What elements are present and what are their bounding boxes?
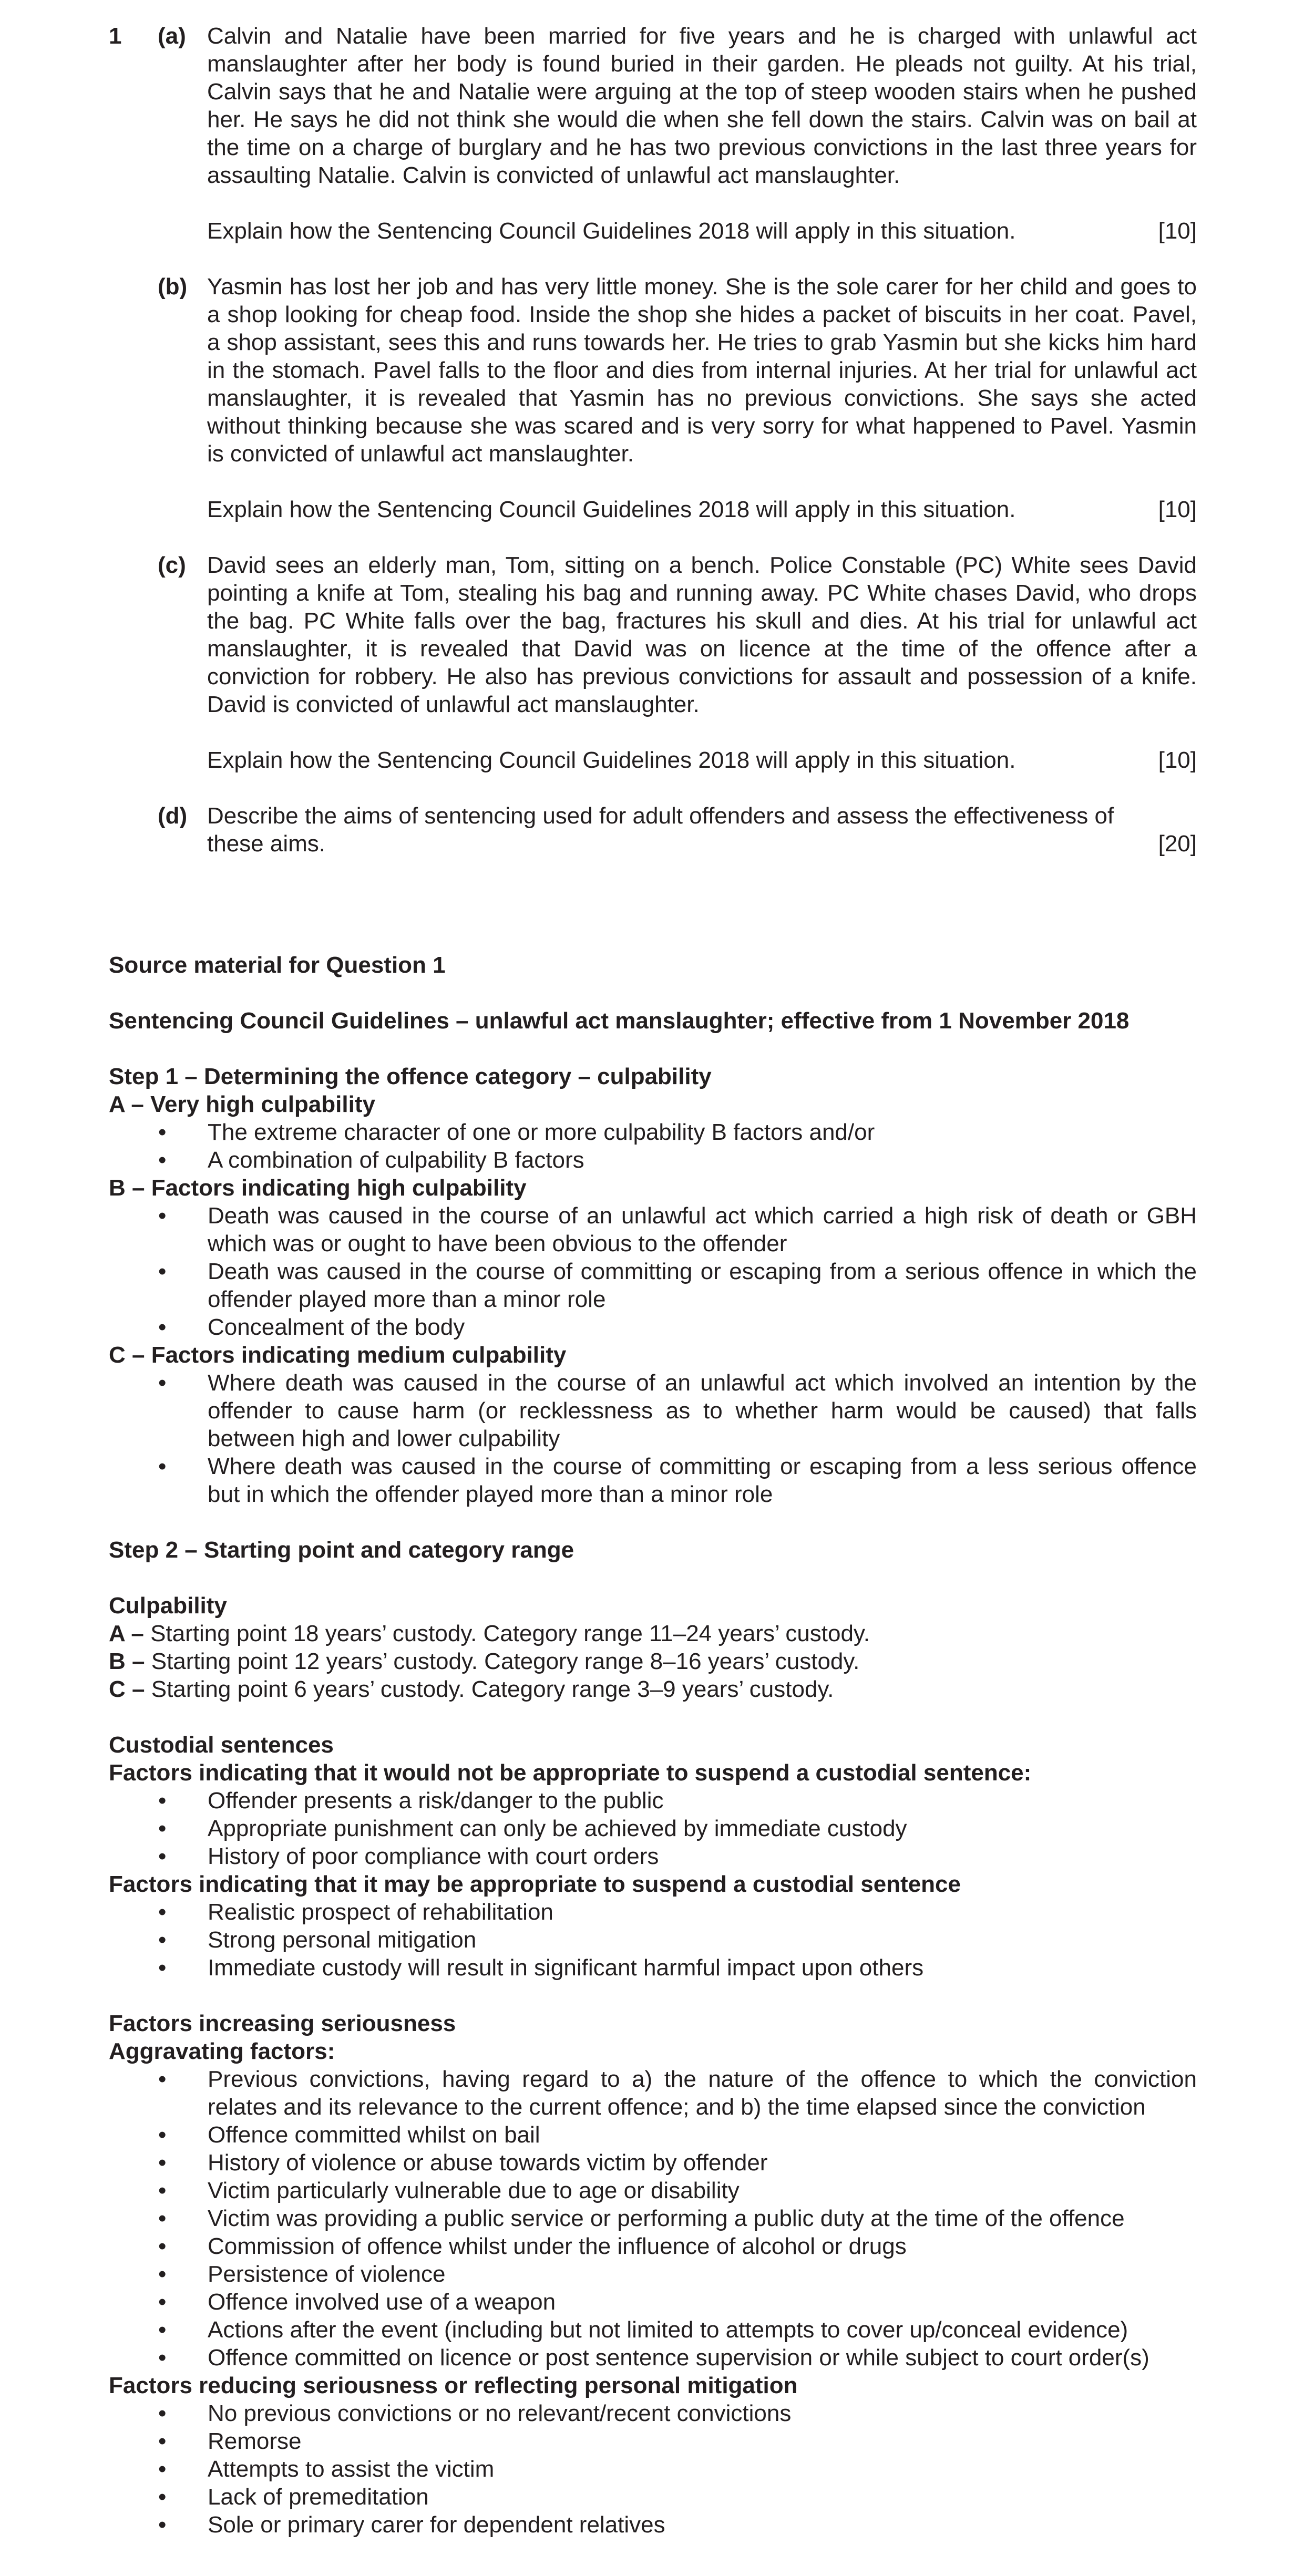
part-label: (c) <box>158 552 186 578</box>
list-item-text: Persistence of violence <box>208 2261 446 2287</box>
list-item <box>109 1815 1197 1842</box>
bullet-icon: • <box>158 1899 167 1925</box>
instruction-text: Explain how the Sentencing Council Guidelines 2018 will apply in this situation. <box>207 218 1016 244</box>
bullet-icon: • <box>158 2456 167 2482</box>
instruction-row <box>207 217 1197 245</box>
list-item <box>109 2344 1197 2372</box>
instruction-text: Explain how the Sentencing Council Guidelines 2018 will apply in this situation. <box>207 497 1016 522</box>
bullet-icon: • <box>158 2066 167 2092</box>
list-item <box>109 1954 1197 1982</box>
range-b <box>109 1647 1197 1675</box>
part-label: (a) <box>158 23 186 49</box>
list-item-text: Offence involved use of a weapon <box>208 2289 556 2315</box>
list-item-text: Offence committed whilst on bail <box>208 2122 540 2148</box>
list-item <box>109 2121 1197 2149</box>
list-item <box>109 1452 1197 1508</box>
bullet-icon: • <box>158 1454 167 1479</box>
instruction-row <box>207 746 1197 774</box>
bullet-icon: • <box>158 1259 167 1284</box>
question-number: 1 <box>109 23 122 49</box>
bullet-icon: • <box>158 1203 167 1229</box>
aggravating-title: Aggravating factors: <box>109 2038 335 2064</box>
bullet-icon: • <box>158 1370 167 1396</box>
list-item <box>109 1842 1197 1870</box>
marks: [10] <box>1158 218 1197 244</box>
step-1-title: Step 1 – Determining the offence category – culpability <box>109 1064 712 1089</box>
part-label: (b) <box>158 274 188 300</box>
list-item <box>109 1258 1197 1313</box>
list-item-text: Actions after the event (including but not limited to attempts to cover up/conceal evidence) <box>208 2317 1128 2343</box>
range-label: B – <box>109 1648 145 1674</box>
custodial-title: Custodial sentences <box>109 1732 334 1758</box>
bullet-icon: • <box>158 2206 167 2231</box>
list-item-text: Where death was caused in the course of committing or escaping from a less serious offence but in which the offender played more than a minor role <box>208 1454 1197 1507</box>
bullet-list <box>109 1369 1197 1508</box>
source-heading: Source material for Question 1 <box>109 952 446 978</box>
list-item-text: Where death was caused in the course of an unlawful act which involved an intention by the offender to cause harm (or recklessness as to whether harm would be caused) that falls between high and lower culpability <box>208 1370 1197 1451</box>
list-item-text: No previous convictions or no relevant/recent convictions <box>208 2400 792 2426</box>
question-1 <box>109 22 1197 885</box>
bullet-list <box>109 2399 1197 2539</box>
range-label: C – <box>109 1676 145 1702</box>
step-2-title: Step 2 – Starting point and category range <box>109 1537 574 1563</box>
list-item-text: Death was caused in the course of an unlawful act which carried a high risk of death or GBH which was or ought to have been obvious to the offender <box>208 1203 1197 1256</box>
bullet-icon: • <box>158 1314 167 1340</box>
list-item <box>109 1146 1197 1174</box>
bullet-icon: • <box>158 2150 167 2176</box>
part-label: (d) <box>158 803 188 829</box>
list-item-text: History of violence or abuse towards victim by offender <box>208 2150 768 2176</box>
bullet-icon: • <box>158 2261 167 2287</box>
question-text-line-1: Describe the aims of sentencing used for adult offenders and assess the effectiveness of <box>207 803 1114 829</box>
list-item <box>109 1898 1197 1926</box>
list-item <box>109 2204 1197 2232</box>
bullet-icon: • <box>158 1955 167 1981</box>
bullet-icon: • <box>158 2428 167 2454</box>
list-item-text: Lack of premeditation <box>208 2484 429 2510</box>
culpability-a-title: A – Very high culpability <box>109 1091 375 1117</box>
range-text: Starting point 6 years’ custody. Category range 3–9 years’ custody. <box>151 1676 834 1702</box>
list-item-text: Offence committed on licence or post sentence supervision or while subject to court order(s) <box>208 2345 1149 2371</box>
list-item-text: Strong personal mitigation <box>208 1927 477 1953</box>
bullet-icon: • <box>158 2289 167 2315</box>
list-item <box>109 1369 1197 1452</box>
list-item-text: Concealment of the body <box>208 1314 465 1340</box>
range-text: Starting point 12 years’ custody. Category range 8–16 years’ custody. <box>151 1648 860 1674</box>
list-item-text: Immediate custody will result in significant harmful impact upon others <box>208 1955 924 1981</box>
question-text-last-line <box>207 830 1197 858</box>
question-part-b <box>158 273 1197 523</box>
list-item-text: Previous convictions, having regard to a) the nature of the offence to which the conviction relates and its relevance to the current offence; and b) the time elapsed since the conviction <box>208 2066 1197 2120</box>
bullet-icon: • <box>158 2512 167 2538</box>
source-material <box>109 951 1197 2539</box>
bullet-list <box>109 1202 1197 1341</box>
list-item-text: Victim was providing a public service or performing a public duty at the time of the offence <box>208 2206 1125 2231</box>
bullet-icon: • <box>158 1788 167 1813</box>
source-subheading: Sentencing Council Guidelines – unlawful act manslaughter; effective from 1 November 2018 <box>109 1008 1130 1034</box>
list-item <box>109 1202 1197 1258</box>
bullet-icon: • <box>158 2484 167 2510</box>
bullet-icon: • <box>158 1119 167 1145</box>
list-item <box>109 1118 1197 1146</box>
bullet-list <box>109 2065 1197 2372</box>
not-suspend-title: Factors indicating that it would not be appropriate to suspend a custodial sentence: <box>109 1760 1032 1786</box>
instruction-text: Explain how the Sentencing Council Guidelines 2018 will apply in this situation. <box>207 747 1016 773</box>
bullet-list <box>109 1787 1197 1870</box>
list-item-text: Commission of offence whilst under the influence of alcohol or drugs <box>208 2233 907 2259</box>
culpability-title: Culpability <box>109 1593 227 1619</box>
list-item <box>109 2288 1197 2316</box>
scenario-text: Calvin and Natalie have been married for five years and he is charged with unlawful act manslaughter after her body is found buried in their garden. He pleads not guilty. At his trial, Calvin says that he and Natalie were arguing at the top of steep wooden stairs when he pushed her. He says he did not think she would die when she fell down the stairs. Calvin was on bail at the time on a charge of burglary and he has two previous convictions in the last three years for assaulting Natalie. Calvin is convicted of unlawful act manslaughter. <box>207 23 1197 188</box>
list-item <box>109 2455 1197 2483</box>
bullet-icon: • <box>158 1816 167 1841</box>
list-item-text: History of poor compliance with court orders <box>208 1843 659 1869</box>
bullet-icon: • <box>158 1843 167 1869</box>
marks: [10] <box>1158 497 1197 522</box>
bullet-icon: • <box>158 2345 167 2371</box>
scenario-text: David sees an elderly man, Tom, sitting on a bench. Police Constable (PC) White sees David pointing a knife at Tom, stealing his bag and running away. PC White chases David, who drops the bag. PC White falls over the bag, fractures his skull and dies. At his trial for unlawful act manslaughter, it is revealed that David was on licence at the time of the offence after a conviction for robbery. He also has previous convictions for assault and possession of a knife. David is convicted of unlawful act manslaughter. <box>207 552 1197 717</box>
bullet-icon: • <box>158 2400 167 2426</box>
suspend-title: Factors indicating that it may be appropriate to suspend a custodial sentence <box>109 1871 961 1897</box>
list-item-text: Sole or primary carer for dependent relatives <box>208 2512 665 2538</box>
list-item <box>109 2177 1197 2204</box>
range-a <box>109 1620 1197 1647</box>
bullet-icon: • <box>158 2233 167 2259</box>
bullet-icon: • <box>158 2122 167 2148</box>
list-item <box>109 1787 1197 1815</box>
scenario-text: Yasmin has lost her job and has very little money. She is the sole carer for her child and goes to a shop looking for cheap food. Inside the shop she hides a packet of biscuits in her coat. Pavel, a shop assistant, sees this and runs towards her. He tries to grab Yasmin but she kicks him hard in the stomach. Pavel falls to the floor and dies from internal injuries. At her trial for unlawful act manslaughter, it is revealed that Yasmin has no previous convictions. She says she acted without thinking because she was scared and is very sorry for what happened to Pavel. Yasmin is convicted of unlawful act manslaughter. <box>207 274 1197 467</box>
bullet-icon: • <box>158 1147 167 1173</box>
culpability-b-title: B – Factors indicating high culpability <box>109 1175 527 1201</box>
culpability-c-title: C – Factors indicating medium culpability <box>109 1342 567 1368</box>
list-item <box>109 2149 1197 2177</box>
seriousness-title: Factors increasing seriousness <box>109 2011 456 2036</box>
list-item <box>109 2511 1197 2539</box>
list-item-text: Attempts to assist the victim <box>208 2456 495 2482</box>
list-item-text: The extreme character of one or more culpability B factors and/or <box>208 1119 875 1145</box>
list-item-text: Remorse <box>208 2428 302 2454</box>
list-item-text: Death was caused in the course of committing or escaping from a serious offence in which the offender played more than a minor role <box>208 1259 1197 1312</box>
list-item <box>109 2232 1197 2260</box>
bullet-icon: • <box>158 1927 167 1953</box>
range-c <box>109 1675 1197 1703</box>
instruction-row <box>207 496 1197 523</box>
list-item <box>109 2483 1197 2511</box>
bullet-list <box>109 1118 1197 1174</box>
marks: [10] <box>1158 747 1197 773</box>
list-item <box>109 2260 1197 2288</box>
list-item-text: Appropriate punishment can only be achieved by immediate custody <box>208 1816 907 1841</box>
list-item-text: Victim particularly vulnerable due to age or disability <box>208 2178 740 2203</box>
list-item <box>109 1926 1197 1954</box>
list-item-text: Offender presents a risk/danger to the public <box>208 1788 664 1813</box>
question-part-a <box>158 22 1197 245</box>
reducing-title: Factors reducing seriousness or reflecting personal mitigation <box>109 2373 798 2398</box>
range-label: A – <box>109 1621 144 1646</box>
bullet-icon: • <box>158 2178 167 2203</box>
list-item <box>109 2316 1197 2344</box>
list-item <box>109 2427 1197 2455</box>
question-text-line-2: these aims. <box>207 831 325 857</box>
marks: [20] <box>1158 831 1197 857</box>
list-item <box>109 2065 1197 2121</box>
list-item-text: Realistic prospect of rehabilitation <box>208 1899 553 1925</box>
bullet-list <box>109 1898 1197 1982</box>
list-item <box>109 2399 1197 2427</box>
bullet-icon: • <box>158 2317 167 2343</box>
question-part-d <box>158 802 1197 858</box>
question-part-c <box>158 551 1197 774</box>
list-item <box>109 1313 1197 1341</box>
list-item-text: A combination of culpability B factors <box>208 1147 584 1173</box>
range-text: Starting point 18 years’ custody. Category range 11–24 years’ custody. <box>150 1621 870 1646</box>
